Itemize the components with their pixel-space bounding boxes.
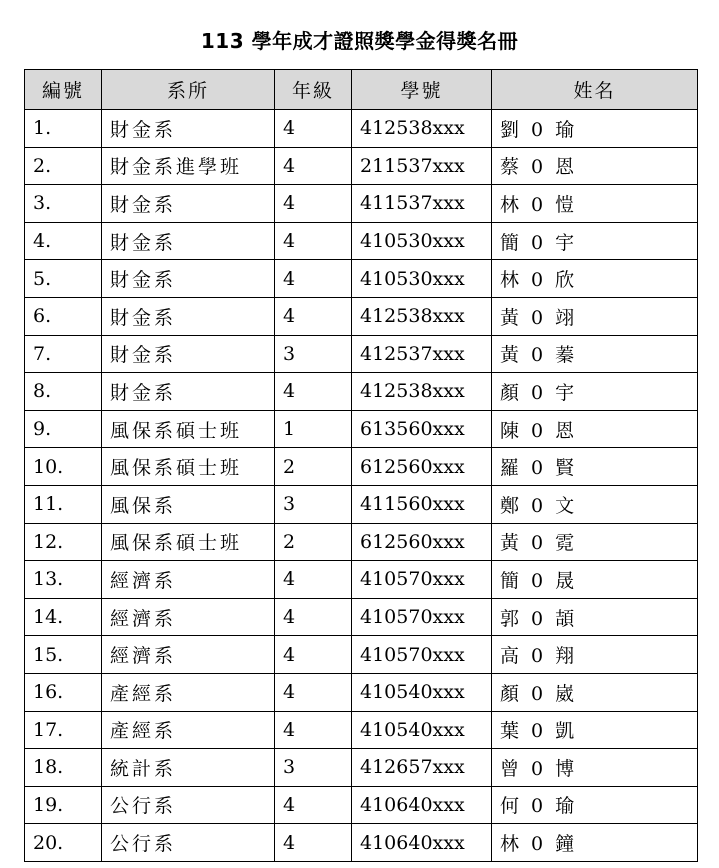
row-student-name: 顏 0 崴 <box>492 673 698 711</box>
table-header <box>25 70 698 110</box>
row-number: 15. <box>25 636 102 674</box>
row-number: 17. <box>25 711 102 749</box>
row-department: 風保系碩士班 <box>102 410 275 448</box>
row-student-id: 410570xxx <box>352 598 492 636</box>
table-row <box>25 673 698 711</box>
row-department: 風保系碩士班 <box>102 523 275 561</box>
table-row <box>25 523 698 561</box>
row-number: 10. <box>25 448 102 486</box>
row-number: 13. <box>25 561 102 599</box>
row-grade: 4 <box>275 260 352 298</box>
row-student-id: 412537xxx <box>352 335 492 373</box>
row-department: 經濟系 <box>102 598 275 636</box>
table-row <box>25 448 698 486</box>
row-department: 產經系 <box>102 673 275 711</box>
table-body <box>25 110 698 862</box>
row-number: 11. <box>25 485 102 523</box>
row-grade: 4 <box>275 373 352 411</box>
row-department: 公行系 <box>102 786 275 824</box>
row-student-id: 411537xxx <box>352 185 492 223</box>
row-student-id: 411560xxx <box>352 485 492 523</box>
row-number: 8. <box>25 373 102 411</box>
row-student-name: 陳 0 恩 <box>492 410 698 448</box>
row-grade: 3 <box>275 485 352 523</box>
row-number: 19. <box>25 786 102 824</box>
row-student-name: 曾 0 博 <box>492 749 698 787</box>
header-student-id: 學號 <box>352 70 492 110</box>
row-grade: 4 <box>275 636 352 674</box>
row-student-name: 郭 0 頡 <box>492 598 698 636</box>
row-student-name: 黃 0 霓 <box>492 523 698 561</box>
row-grade: 4 <box>275 147 352 185</box>
row-student-name: 何 0 瑜 <box>492 786 698 824</box>
table-row <box>25 297 698 335</box>
row-student-id: 410570xxx <box>352 636 492 674</box>
row-student-name: 黃 0 翊 <box>492 297 698 335</box>
table-row <box>25 786 698 824</box>
row-student-id: 412538xxx <box>352 373 492 411</box>
row-department: 統計系 <box>102 749 275 787</box>
row-number: 5. <box>25 260 102 298</box>
row-number: 2. <box>25 147 102 185</box>
header-name: 姓名 <box>492 70 698 110</box>
award-roster-table <box>24 69 698 862</box>
row-grade: 2 <box>275 448 352 486</box>
header-row <box>25 70 698 110</box>
row-student-id: 410540xxx <box>352 711 492 749</box>
table-row <box>25 485 698 523</box>
row-number: 3. <box>25 185 102 223</box>
row-student-id: 612560xxx <box>352 448 492 486</box>
row-student-id: 211537xxx <box>352 147 492 185</box>
row-department: 經濟系 <box>102 636 275 674</box>
row-student-name: 鄭 0 文 <box>492 485 698 523</box>
table-row <box>25 410 698 448</box>
table-row <box>25 636 698 674</box>
row-student-name: 羅 0 賢 <box>492 448 698 486</box>
row-grade: 4 <box>275 711 352 749</box>
row-number: 18. <box>25 749 102 787</box>
row-student-id: 412538xxx <box>352 110 492 148</box>
row-department: 財金系 <box>102 260 275 298</box>
row-student-name: 林 0 鐘 <box>492 824 698 862</box>
row-grade: 4 <box>275 297 352 335</box>
row-department: 財金系 <box>102 335 275 373</box>
row-grade: 4 <box>275 824 352 862</box>
header-department: 系所 <box>102 70 275 110</box>
row-number: 14. <box>25 598 102 636</box>
row-student-id: 612560xxx <box>352 523 492 561</box>
row-grade: 1 <box>275 410 352 448</box>
row-student-name: 高 0 翔 <box>492 636 698 674</box>
row-grade: 4 <box>275 673 352 711</box>
table-row <box>25 222 698 260</box>
row-student-name: 劉 0 瑜 <box>492 110 698 148</box>
row-department: 財金系 <box>102 222 275 260</box>
row-student-id: 412538xxx <box>352 297 492 335</box>
row-number: 9. <box>25 410 102 448</box>
row-grade: 4 <box>275 786 352 824</box>
row-student-id: 613560xxx <box>352 410 492 448</box>
row-grade: 4 <box>275 222 352 260</box>
row-student-id: 410640xxx <box>352 786 492 824</box>
row-number: 12. <box>25 523 102 561</box>
row-number: 16. <box>25 673 102 711</box>
document-title: 113 學年成才證照獎學金得獎名冊 <box>200 29 519 53</box>
row-student-id: 410640xxx <box>352 824 492 862</box>
row-number: 7. <box>25 335 102 373</box>
row-student-name: 蔡 0 恩 <box>492 147 698 185</box>
row-student-name: 葉 0 凱 <box>492 711 698 749</box>
row-student-id: 412657xxx <box>352 749 492 787</box>
row-department: 產經系 <box>102 711 275 749</box>
table-row <box>25 749 698 787</box>
row-grade: 3 <box>275 749 352 787</box>
row-department: 財金系 <box>102 185 275 223</box>
row-department: 風保系 <box>102 485 275 523</box>
row-student-name: 簡 0 宇 <box>492 222 698 260</box>
row-student-name: 林 0 愷 <box>492 185 698 223</box>
row-grade: 4 <box>275 185 352 223</box>
row-grade: 3 <box>275 335 352 373</box>
row-student-name: 簡 0 晟 <box>492 561 698 599</box>
row-department: 財金系 <box>102 110 275 148</box>
table-row <box>25 335 698 373</box>
row-number: 6. <box>25 297 102 335</box>
row-number: 4. <box>25 222 102 260</box>
header-number: 編號 <box>25 70 102 110</box>
row-student-name: 林 0 欣 <box>492 260 698 298</box>
table-row <box>25 373 698 411</box>
row-student-id: 410530xxx <box>352 260 492 298</box>
table-row <box>25 824 698 862</box>
row-department: 財金系進學班 <box>102 147 275 185</box>
row-number: 1. <box>25 110 102 148</box>
row-department: 風保系碩士班 <box>102 448 275 486</box>
table-row <box>25 260 698 298</box>
row-department: 財金系 <box>102 297 275 335</box>
table-row <box>25 598 698 636</box>
table-row <box>25 147 698 185</box>
row-student-name: 顏 0 宇 <box>492 373 698 411</box>
row-grade: 4 <box>275 110 352 148</box>
row-grade: 2 <box>275 523 352 561</box>
row-student-name: 黃 0 蓁 <box>492 335 698 373</box>
table-row <box>25 110 698 148</box>
row-grade: 4 <box>275 598 352 636</box>
row-number: 20. <box>25 824 102 862</box>
row-student-id: 410570xxx <box>352 561 492 599</box>
table-row <box>25 561 698 599</box>
row-department: 經濟系 <box>102 561 275 599</box>
table-row <box>25 185 698 223</box>
row-grade: 4 <box>275 561 352 599</box>
table-row <box>25 711 698 749</box>
row-student-id: 410540xxx <box>352 673 492 711</box>
header-grade: 年級 <box>275 70 352 110</box>
row-student-id: 410530xxx <box>352 222 492 260</box>
row-department: 財金系 <box>102 373 275 411</box>
row-department: 公行系 <box>102 824 275 862</box>
